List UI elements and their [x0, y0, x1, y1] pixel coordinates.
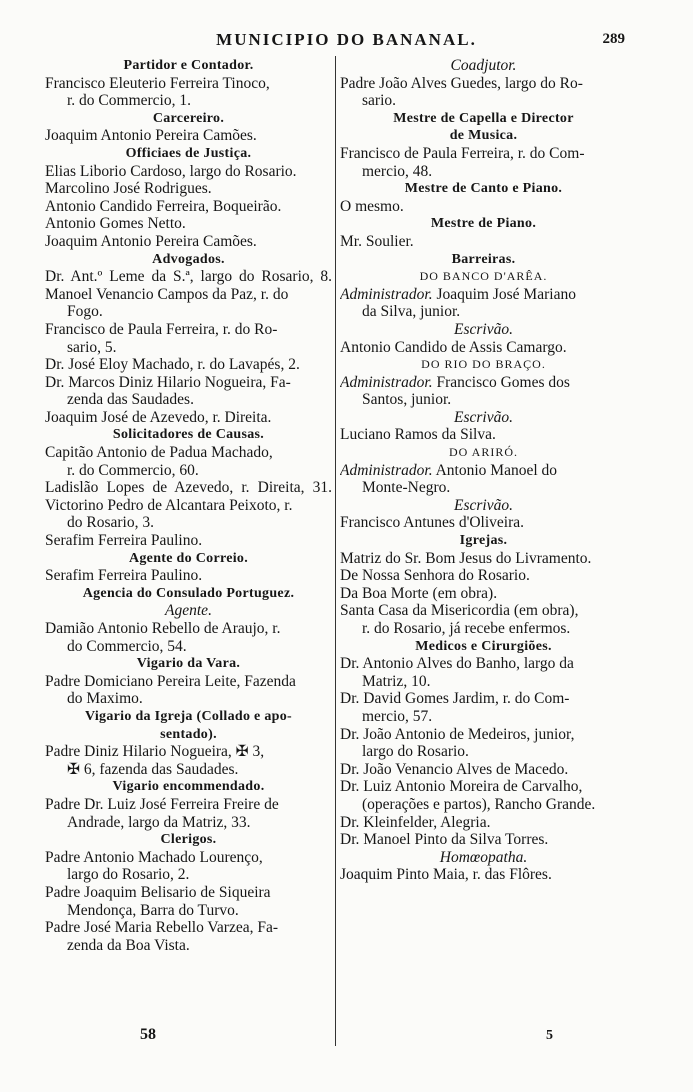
section-heading: Mestre de Capella e Director: [393, 110, 574, 126]
continuation-line: Andrade, largo da Matriz, 33.: [67, 813, 251, 831]
text-line: De Nossa Senhora do Rosario.: [340, 567, 530, 585]
text-line: Dr. João Antonio de Medeiros, junior,: [340, 725, 575, 743]
section-heading: Vigario da Vara.: [136, 656, 241, 672]
text-line: Santa Casa da Misericordia (em obra),: [340, 602, 579, 620]
text-line: Joaquim Antonio Pereira Camões.: [45, 232, 257, 250]
entry-line: [340, 374, 627, 392]
left-column: [45, 57, 332, 954]
page-number: 289: [602, 31, 625, 47]
section-heading: Igrejas.: [459, 533, 508, 549]
text-line: Ladislão Lopes de Azevedo, r. Direita, 31.: [45, 479, 332, 497]
continuation-line: Santos, junior.: [362, 391, 452, 409]
text-line: Antonio Candido de Assis Camargo.: [340, 338, 567, 356]
continuation-line: r. do Commercio, 1.: [67, 92, 191, 110]
section-heading: Mestre de Piano.: [430, 216, 537, 232]
text-line: Joaquim José de Azevedo, r. Direita.: [45, 408, 272, 426]
text-line: Dr. João Venancio Alves de Macedo.: [340, 760, 569, 778]
text-line: Padre João Alves Guedes, largo do Ro-: [340, 74, 583, 92]
text-line: Francisco de Paula Ferreira, r. do Com-: [340, 144, 585, 162]
role-heading: Homœopatha.: [439, 848, 528, 866]
role-label: Administrador.: [340, 373, 433, 391]
text-line: Mr. Soulier.: [340, 232, 414, 250]
text-line: Padre Dr. Luiz José Ferreira Freire de: [45, 795, 279, 813]
text-line: Damião Antonio Rebello de Araujo, r.: [45, 620, 281, 637]
text-line: Dr. Manoel Pinto da Silva Torres.: [340, 831, 549, 849]
text-line: Francisco Eleuterio Ferreira Tinoco,: [45, 74, 270, 92]
text-line: Manoel Venancio Campos da Paz, r. do: [45, 285, 289, 303]
role-label: Administrador.: [340, 285, 433, 303]
text-line: Padre José Maria Rebello Varzea, Fa-: [45, 919, 278, 937]
text-line: Dr. Antonio Alves do Banho, largo da: [340, 655, 574, 673]
footer-mark: 5: [546, 1028, 553, 1043]
column-divider: [335, 56, 336, 1046]
continuation-line: zenda da Boa Vista.: [67, 936, 190, 954]
continuation-line: do Rosario, 3.: [67, 514, 154, 532]
continuation-line: Monte-Negro.: [362, 479, 451, 497]
text-line: Francisco de Paula Ferreira, r. do Ro-: [45, 320, 278, 338]
page-title: MUNICIPIO DO BANANAL.: [216, 30, 477, 49]
text-line: Dr. Ant.º Leme da S.ª, largo do Rosario, 8.: [45, 268, 332, 286]
text-line: Matriz do Sr. Bom Jesus do Livramento.: [340, 549, 592, 567]
text-line: Luciano Ramos da Silva.: [340, 426, 496, 444]
continuation-line: sario, 5.: [67, 338, 117, 356]
continuation-line: Matriz, 10.: [362, 672, 431, 690]
text-line: Serafim Ferreira Paulino.: [45, 567, 203, 585]
text-line: Dr. Marcos Diniz Hilario Nogueira, Fa-: [45, 373, 291, 391]
text-line: Dr. José Eloy Machado, r. do Lavapés, 2.: [45, 356, 300, 374]
section-heading: Vigario da Igreja (Collado e apo-: [84, 708, 293, 724]
continuation-line: r. do Commercio, 60.: [67, 461, 199, 479]
role-heading: Escrivão.: [454, 496, 513, 514]
continuation-line: da Silva, junior.: [362, 303, 461, 321]
entry-name: Antonio Manoel do: [432, 461, 558, 479]
role-heading: Coadjutor.: [450, 57, 517, 74]
section-heading: Mestre de Canto e Piano.: [404, 181, 563, 197]
continuation-line: largo do Rosario, 2.: [67, 866, 190, 884]
entry-line: [340, 286, 627, 304]
page-header: [0, 30, 693, 54]
continuation-line: (operações e partos), Rancho Grande.: [362, 795, 596, 813]
continuation-line: r. do Rosario, já recebe enfermos.: [362, 620, 571, 637]
subsection-heading: DO RIO DO BRAÇO.: [421, 357, 546, 372]
text-line: Joaquim Antonio Pereira Camões.: [45, 127, 257, 145]
text-line: Elias Liborio Cardoso, largo do Rosario.: [45, 162, 297, 180]
right-column: [340, 57, 627, 884]
text-line: Da Boa Morte (em obra).: [340, 584, 498, 602]
text-line: Francisco Antunes d'Oliveira.: [340, 514, 525, 532]
text-line: Padre Domiciano Pereira Leite, Fazenda: [45, 672, 296, 690]
continuation-line: zenda das Saudades.: [67, 391, 194, 409]
continuation-line: ✠ 6, fazenda das Saudades.: [67, 760, 239, 778]
role-label: Administrador.: [340, 461, 433, 479]
text-line: O mesmo.: [340, 197, 404, 215]
text-line: Padre Diniz Hilario Nogueira, ✠ 3,: [45, 743, 265, 761]
entry-name: Joaquim José Mariano: [432, 285, 576, 303]
subsection-heading: DO BANCO D'ARÊA.: [419, 269, 548, 284]
text-line: Dr. Luiz Antonio Moreira de Carvalho,: [340, 778, 583, 796]
continuation-line: largo do Rosario.: [362, 743, 469, 761]
section-heading: Agencia do Consulado Portuguez.: [82, 585, 295, 601]
section-heading: sentado).: [160, 726, 217, 742]
section-heading: Vigario encommendado.: [112, 779, 265, 795]
text-line: Padre Antonio Machado Lourenço,: [45, 848, 263, 866]
role-heading: Agente.: [165, 602, 212, 620]
text-line: Capitão Antonio de Padua Machado,: [45, 444, 273, 462]
section-heading: Carcereiro.: [152, 110, 225, 126]
section-heading: Partidor e Contador.: [123, 58, 254, 73]
continuation-line: do Commercio, 54.: [67, 637, 187, 655]
text-line: Victorino Pedro de Alcantara Peixoto, r.: [45, 496, 293, 514]
entry-name: Francisco Gomes dos: [432, 373, 570, 391]
text-line: Antonio Gomes Netto.: [45, 215, 186, 233]
text-line: Dr. Kleinfelder, Alegria.: [340, 813, 491, 831]
continuation-line: mercio, 57.: [362, 707, 433, 725]
continuation-line: Fogo.: [67, 303, 103, 321]
text-line: Padre Joaquim Belisario de Siqueira: [45, 883, 271, 901]
text-line: Marcolino José Rodrigues.: [45, 180, 212, 198]
section-heading: Officiaes de Justiça.: [125, 145, 252, 161]
text-line: Dr. David Gomes Jardim, r. do Com-: [340, 690, 570, 708]
section-heading: Agente do Correio.: [128, 550, 249, 566]
entry-line: [340, 462, 627, 480]
section-heading: Medicos e Cirurgiões.: [415, 638, 552, 654]
subsection-heading: DO ARIRÓ.: [448, 445, 518, 460]
section-heading: Solicitadores de Causas.: [112, 427, 265, 443]
text-line: Serafim Ferreira Paulino.: [45, 532, 203, 550]
footer-number: 58: [140, 1026, 156, 1043]
role-heading: Escrivão.: [454, 408, 513, 426]
section-heading: de Musica.: [449, 128, 518, 144]
section-heading: Advogados.: [152, 251, 225, 267]
role-heading: Escrivão.: [454, 320, 513, 338]
text-line: Antonio Candido Ferreira, Boqueirão.: [45, 197, 282, 215]
continuation-line: sario.: [362, 92, 397, 110]
section-heading: Barreiras.: [451, 251, 516, 267]
continuation-line: Mendonça, Barra do Turvo.: [67, 901, 239, 919]
text-line: Joaquim Pinto Maia, r. das Flôres.: [340, 866, 552, 884]
continuation-line: mercio, 48.: [362, 162, 433, 180]
continuation-line: do Maximo.: [67, 690, 143, 708]
section-heading: Clerigos.: [160, 832, 217, 848]
